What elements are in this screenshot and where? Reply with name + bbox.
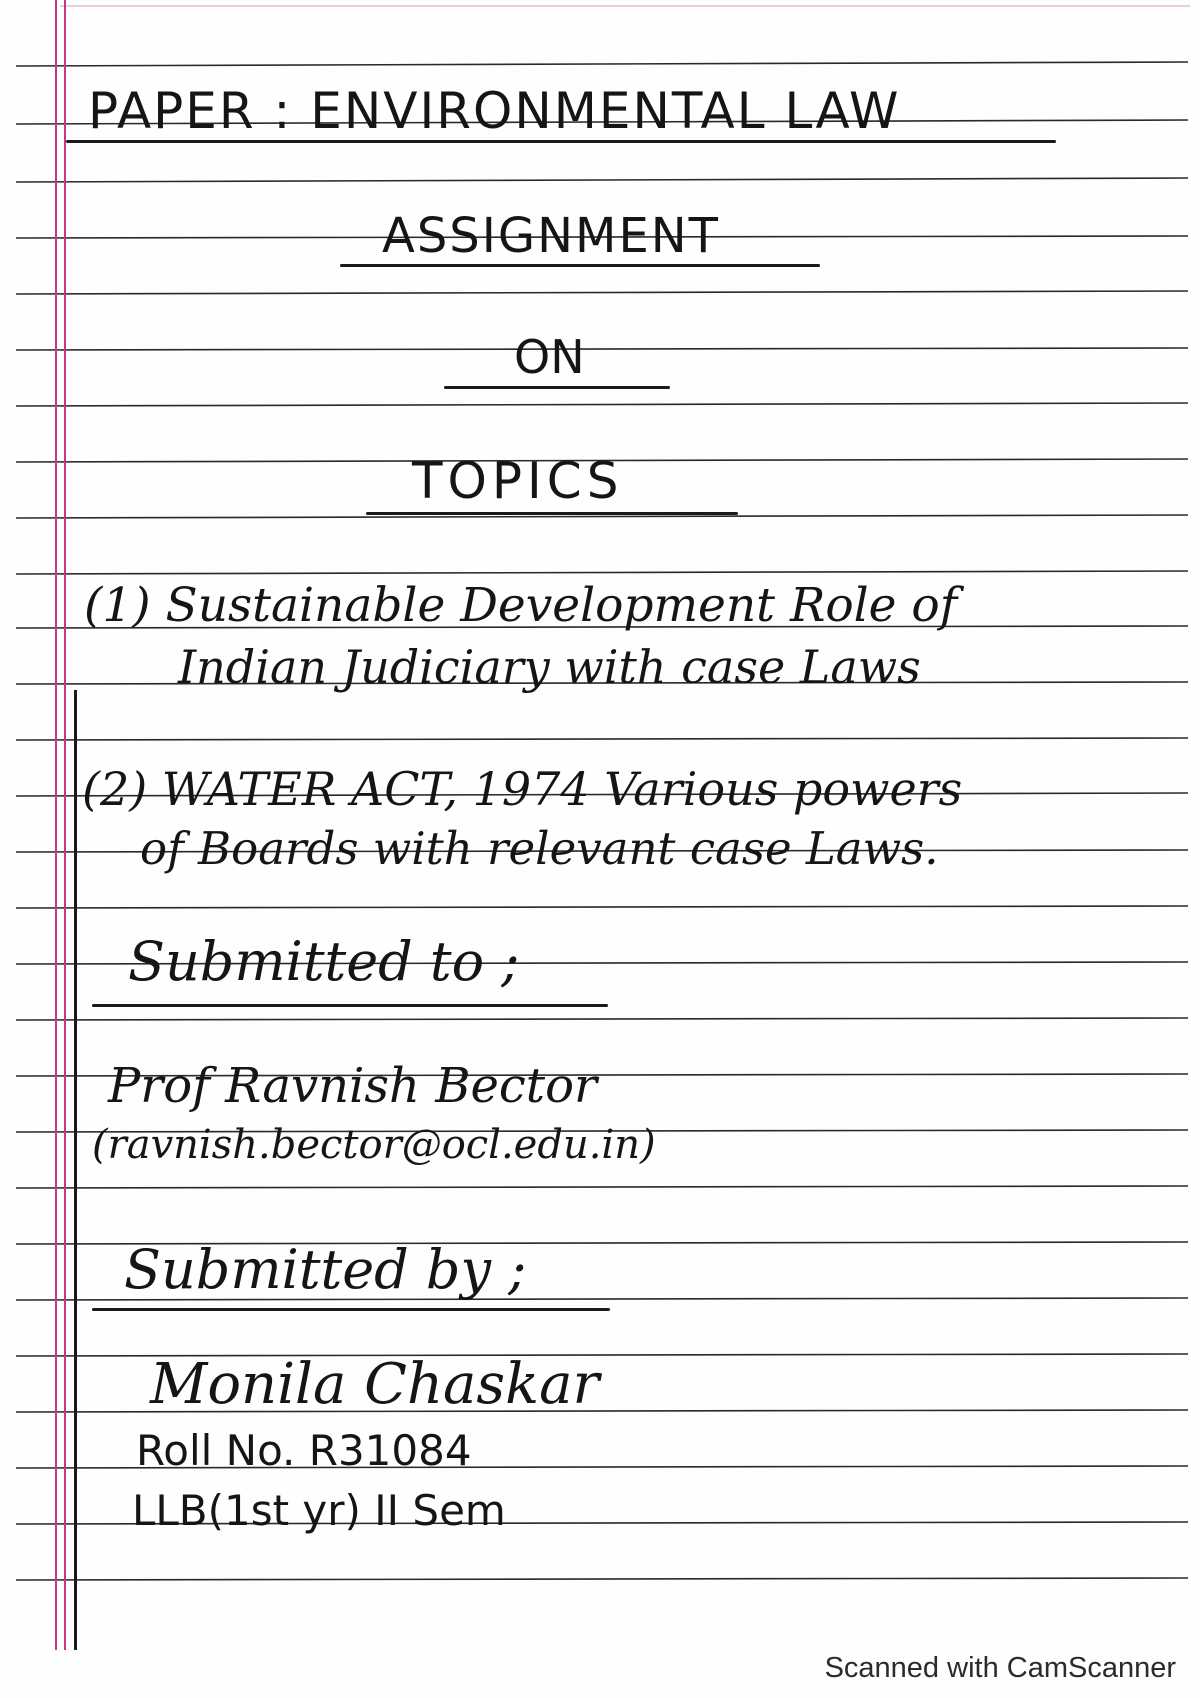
margin-line-right bbox=[64, 0, 66, 1650]
topic-1-line-1: (1) Sustainable Development Role of bbox=[84, 578, 958, 633]
professor-name: Prof Ravnish Bector bbox=[108, 1058, 597, 1114]
roll-number: Roll No. R31084 bbox=[136, 1426, 472, 1475]
paper-title: PAPER : ENVIRONMENTAL LAW bbox=[88, 82, 901, 140]
paper-title-underline bbox=[66, 140, 1056, 143]
assignment-heading: ASSIGNMENT bbox=[382, 208, 720, 264]
topic-1-line-2: Indian Judiciary with case Laws bbox=[178, 640, 921, 694]
margin-ink-line bbox=[74, 690, 77, 1650]
topics-underline bbox=[366, 512, 738, 515]
scanner-watermark: Scanned with CamScanner bbox=[824, 1652, 1176, 1684]
submitted-by-underline bbox=[92, 1308, 610, 1311]
course-info: LLB(1st yr) II Sem bbox=[132, 1486, 506, 1535]
margin-line-left bbox=[55, 0, 57, 1650]
submitted-to-label: Submitted to ; bbox=[128, 930, 520, 993]
on-heading: ON bbox=[514, 330, 585, 384]
assignment-underline bbox=[340, 264, 820, 267]
student-name: Monila Chaskar bbox=[150, 1352, 600, 1417]
topic-2-line-2: of Boards with relevant case Laws. bbox=[140, 822, 939, 875]
topic-2-line-1: (2) WATER ACT, 1974 Various powers bbox=[82, 762, 963, 816]
submitted-by-label: Submitted by ; bbox=[124, 1238, 527, 1301]
submitted-to-underline bbox=[92, 1004, 608, 1007]
topics-heading: TOPICS bbox=[412, 452, 624, 510]
on-underline bbox=[444, 386, 670, 389]
professor-email: (ravnish.bector@ocl.edu.in) bbox=[92, 1122, 656, 1168]
